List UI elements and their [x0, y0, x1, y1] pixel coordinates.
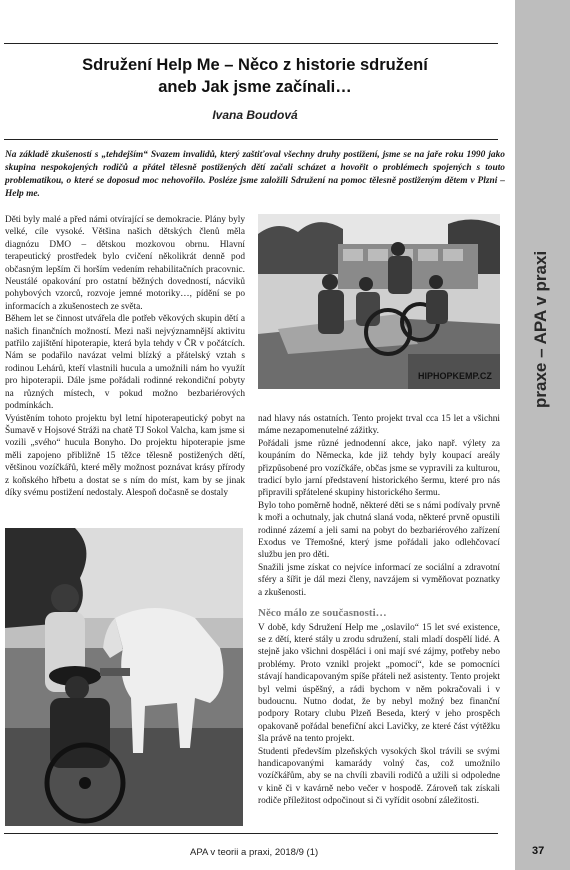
title-line-1: Sdružení Help Me – Něco z historie sdružení — [82, 56, 428, 74]
paragraph: Vyústěním tohoto projektu byl letní hipoterapeutický pobyt na Šumavě v Hojsové Stráži na chatě TJ Sokol Valcha, kam jsme si vozili „svého“ hucula Bonyho. Do projektu hipoterapie jsme měli zapojeno přibližně 15 těžce tělesně postižených dětí, většinou vozíčkářů, které měly možnost poznávat krásy přírody z koňského hřbetu a dostat se s ním do míst, kam by se jinak díky svému postižení nedostaly. Alespoň dočasně se dostaly — [5, 413, 245, 498]
photo-wheelchair-ramp-image — [258, 214, 500, 389]
paragraph: Děti byly malé a před námi otvírající se demokracie. Plány byly velké, cíle vysoké. Většina našich dětských členů měla diagnózu DMO – dětskou mozkovou obrnu. Hlavní terapeutický prostředek bylo cvičení několikrát denně pod občasným lepším či horším vedením rehabilitačních pracovnic. Neustálé opakování pro ostatní běžných dovedností, nácviků pohybových vzorců, rozvoje jemné motoriky…, pídění se po informacích a zkušenostech ze světa. — [5, 215, 245, 312]
left-column — [5, 214, 245, 499]
paragraph: Pořádali jsme různé jednodenní akce, jako např. výlety za koupáním do Německa, kde již tehdy byly koupací areály přizpůsobené pro vozíčkáře, občas jsme se vypravili za kulturou, tradicí bylo jarní představení historického šermu, které pro nás připravili spřátelené skupiny historického šermu. — [258, 438, 500, 499]
title-line-2: aneb Jak jsme začínali… — [158, 78, 352, 96]
article-author: Ivana Boudová — [212, 108, 298, 122]
paragraph: V době, kdy Sdružení Help me „oslavilo“ 15 let své existence, se z dětí, které stály u zrodu sdružení, stali mladí dospělí lidé. A stejně jako všichni dospěláci i oni mají své zájmy, potřeby nebo problémy. Proto vznikl projekt „pomocí“, kde se pomocníci stávají handicapovaným spíše přáteli než asistenty. Tento projekt byl velmi úspěšný, a rádi bychom v něm pokračovali i v budoucnu. Nutno dodat, že by nebyl možný bez finanční podpory Rotary clubu Plzeň Beseda, který v jeho prospěch opakovaně pořádal benefiční akci Lavičky, ze které část výtěžku šla právě na tento projekt. — [258, 622, 500, 745]
photo-wheelchair-ramp — [258, 214, 500, 389]
lead-rule — [4, 139, 498, 140]
page-number: 37 — [532, 845, 545, 857]
paragraph: Během let se činnost utvářela dle potřeb věkových skupin dětí a našich finančních možností. Mezi naši nejvýznamnější aktivitu patřilo zajištění hipoterapie, která byla tehdy v ČR v počátcích. Nám se podařilo navázat velmi blízký a přátelský vztah s rodinou Lehárů, kteří vlastnili hucula a umožnili nám ho využít pro hipoterapii. Dále jsme pořádali rodinné rekondiční pobyty na různých místech, v pokud možno bezbariérových podmínkách. — [5, 314, 245, 412]
photo-horse-therapy-image — [5, 528, 243, 826]
top-rule — [4, 43, 498, 44]
journal-footer: APA v teorii a praxi, 2018/9 (1) — [190, 847, 319, 858]
photo-sign-text: HIPHOPKEMP.CZ — [418, 371, 492, 381]
section-subheading: Něco málo ze současnosti… — [258, 607, 387, 620]
article-title — [0, 54, 510, 98]
article-lead: Na základě zkušeností s „tehdejším“ Svazem invalidů, který zaštiťoval všechny druhy postižení, jsme se na jaře roku 1990 jako skupina nespokojených rodičů a přátel tělesně postižených dětí začali scházet a hovořit o problémech spojených s touto problematikou, o které se doposud moc nehovořilo. Posléze jsme založili Sdružení na pomoc tělesně postiženým dětem v Plzni – Help me. — [5, 150, 505, 199]
bottom-rule — [4, 833, 498, 834]
paragraph: Snažili jsme získat co nejvíce informací ze sociální a zdravotní sféry a šířit je dál mezi členy, navzájem si vyměňovat poznatky a zkušenosti. — [258, 562, 500, 598]
right-column — [258, 413, 500, 808]
section-label: praxe – APA v praxi — [531, 250, 550, 408]
paragraph: Studenti především plzeňských vysokých škol trávili se svými handicapovanými kamarády volný čas, což umožnilo vozíčkářům, aby se na chvíli zbavili rodičů a užili si odpoledne v kině či v kavárně nebo večer v hospodě. Zároveň tak získali rodiče příležitost odpočinout si či vyřídit osobní záležitosti. — [258, 746, 500, 807]
section-sidebar — [515, 0, 570, 870]
paragraph: Bylo toho poměrně hodně, některé děti se s námi podívaly prvně k moři a ochutnaly, jak chutná slaná voda, některé prvně opustili rodinné zázemí a jeli sami na pobyt do bezbariérového zařízení Exodus ve Třemošné, který jsme pořádali jako odlehčovací službu jen pro děti. — [258, 500, 500, 561]
photo-horse-therapy — [5, 528, 243, 826]
paragraph: nad hlavy nás ostatních. Tento projekt trval cca 15 let a všichni máme nezapomenutelné zážitky. — [258, 414, 500, 437]
